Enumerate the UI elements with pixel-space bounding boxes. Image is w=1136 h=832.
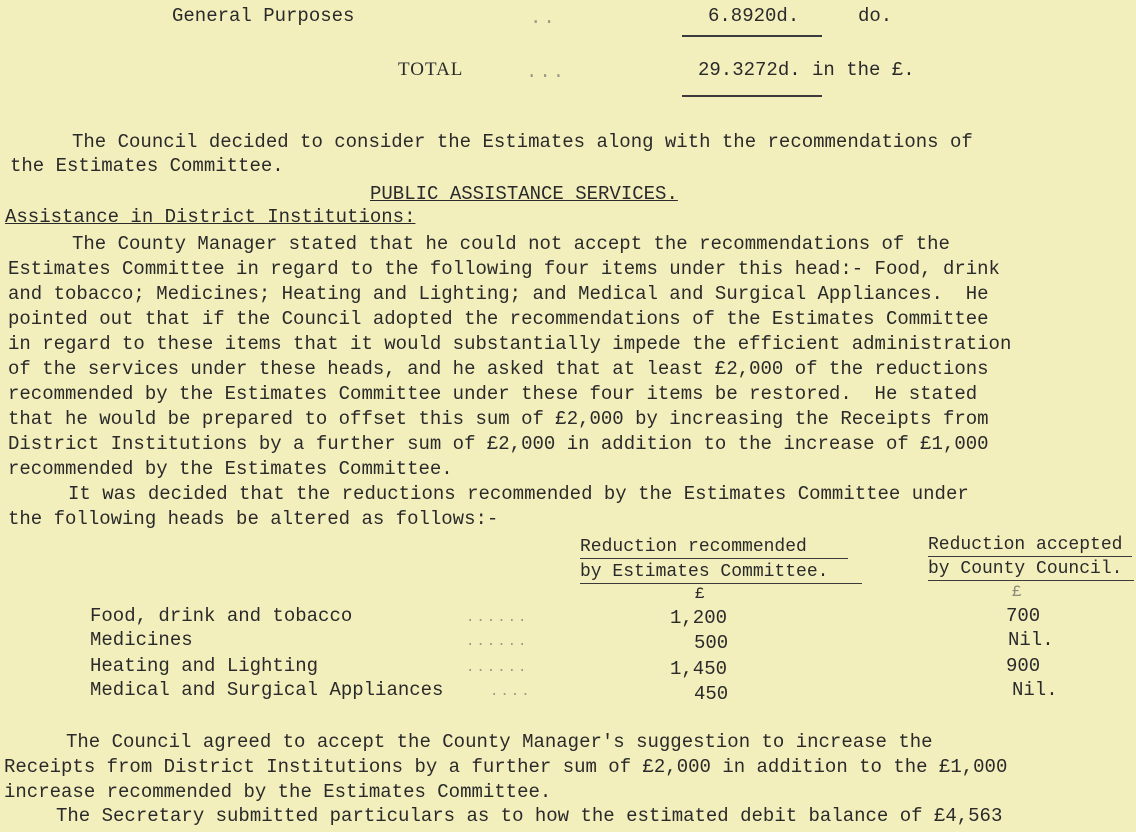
col2-header-line-1: Reduction accepted — [928, 535, 1123, 555]
col2-header-line-2: by County Council. — [928, 559, 1123, 579]
row-accepted: Nil. — [1012, 679, 1058, 701]
col1-header-line-1: Reduction recommended — [580, 537, 807, 557]
row-accepted: 900 — [1006, 655, 1041, 677]
paragraph1-line-10: recommended by the Estimates Committee. — [8, 458, 453, 480]
paragraph1-line-8: that he would be prepared to offset this sum of £2,000 by increasing the Receipts from — [8, 408, 989, 430]
col2-currency: £ — [1012, 583, 1022, 601]
row-item: Medical and Surgical Appliances — [90, 679, 444, 701]
total-label: TOTAL — [398, 59, 464, 80]
row-item: Medicines — [90, 629, 193, 651]
general-purposes-dots: .. — [530, 7, 557, 29]
paragraph1-line-7: recommended by the Estimates Committee under these four items be restored. He stated — [8, 383, 978, 405]
total-dots: ... — [526, 61, 567, 83]
general-purposes-unit: do. — [858, 5, 893, 27]
row-dots: .... — [490, 684, 532, 700]
paragraph3-line-1: The Council agreed to accept the County Manager's suggestion to increase the — [66, 731, 933, 753]
paragraph1-line-6: of the services under these heads, and he asked that at least £2,000 of the reductions — [8, 358, 989, 380]
paragraph3-line-3: increase recommended by the Estimates Committee. — [4, 781, 552, 803]
col1-currency: £ — [695, 585, 705, 603]
paragraph1-line-1: The County Manager stated that he could not accept the recommendations of the — [72, 233, 950, 255]
subsection-title: Assistance in District Institutions: — [5, 206, 416, 228]
paragraph2-line-2: the following heads be altered as follows:- — [8, 508, 499, 530]
col1-header-underline-2 — [580, 583, 862, 584]
row-accepted: Nil. — [1008, 629, 1054, 651]
paragraph1-line-9: District Institutions by a further sum of £2,000 in addition to the increase of £1,000 — [8, 433, 989, 455]
row-recommended: 500 — [694, 632, 729, 654]
row-recommended: 450 — [694, 683, 729, 705]
general-purposes-label: General Purposes — [172, 5, 355, 27]
row-dots: ...... — [466, 634, 529, 650]
col1-header-underline-1 — [580, 558, 848, 559]
paragraph1-line-5: in regard to these items that it would substantially impede the efficient administration — [8, 333, 1012, 355]
paragraph2-line-1: It was decided that the reductions recommended by the Estimates Committee under — [68, 483, 969, 505]
paragraph3-line-2: Receipts from District Institutions by a further sum of £2,000 in addition to the £1,000 — [4, 756, 1008, 778]
paragraph1-line-2: Estimates Committee in regard to the following four items under this head:- Food, drink — [8, 258, 1000, 280]
row-recommended: 1,200 — [670, 607, 728, 629]
subtotal-rule — [682, 35, 822, 37]
row-dots: ...... — [466, 610, 529, 626]
intro-line-2: the Estimates Committee. — [10, 155, 284, 177]
row-dots: ...... — [466, 660, 529, 676]
col1-header-line-2: by Estimates Committee. — [580, 562, 829, 582]
paragraph1-line-3: and tobacco; Medicines; Heating and Lighting; and Medical and Surgical Appliances. He — [8, 283, 989, 305]
row-item: Heating and Lighting — [90, 655, 319, 677]
row-accepted: 700 — [1006, 605, 1041, 627]
intro-line-1: The Council decided to consider the Estimates along with the recommendations of — [72, 131, 973, 153]
total-rule — [682, 95, 822, 97]
paragraph1-line-4: pointed out that if the Council adopted the recommendations of the Estimates Committee — [8, 308, 989, 330]
section-title: PUBLIC ASSISTANCE SERVICES. — [370, 183, 678, 205]
col2-header-underline-2 — [928, 580, 1134, 581]
total-value: 29.3272d. in the £. — [698, 59, 915, 81]
row-item: Food, drink and tobacco — [90, 605, 353, 627]
paragraph4-line-1: The Secretary submitted particulars as to how the estimated debit balance of £4,563 — [56, 805, 1003, 827]
general-purposes-value: 6.8920d. — [708, 5, 800, 27]
row-recommended: 1,450 — [670, 658, 728, 680]
